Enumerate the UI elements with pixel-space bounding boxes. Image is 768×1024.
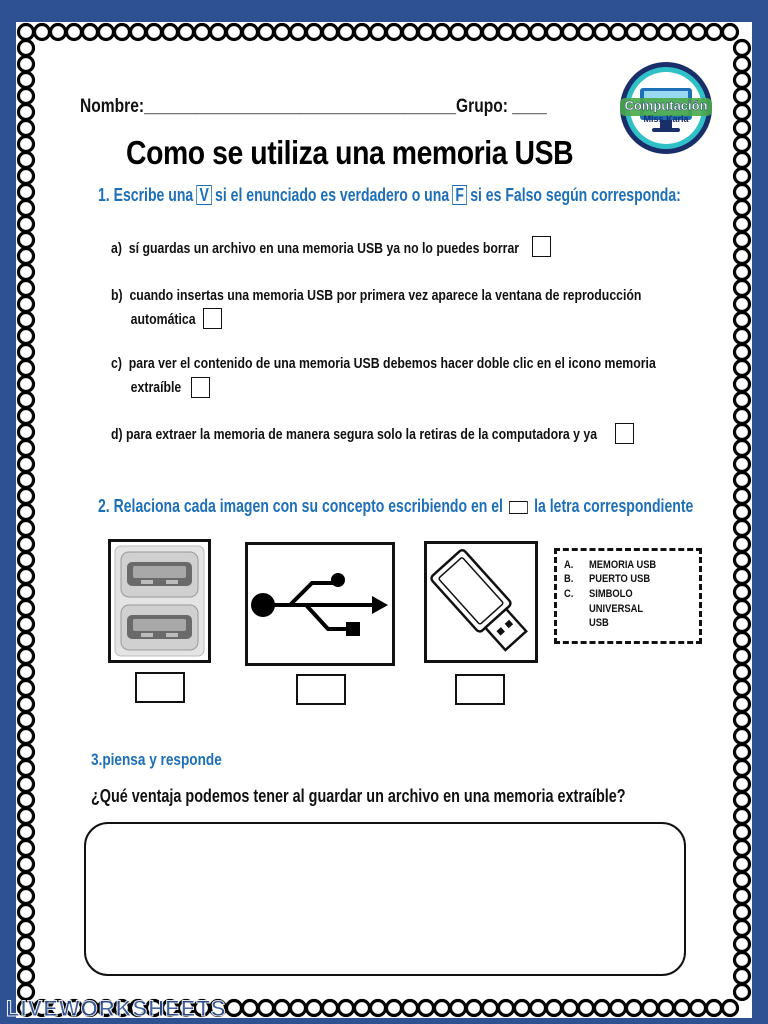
legend-text: MEMORIA USB [589, 559, 657, 571]
question-3-text: ¿Qué ventaja podemos tener al guardar un archivo en una memoria extraíble? [91, 786, 626, 806]
usb-stick-image [424, 541, 538, 663]
legend-text: USB [589, 617, 609, 629]
statement-text: sí guardas un archivo en una memoria USB ya no lo puedes borrar [128, 240, 520, 257]
page-title: Como se utiliza una memoria USB [126, 134, 574, 171]
legend-text: SIMBOLO [589, 588, 633, 600]
legend-letter: B. [564, 573, 574, 585]
usb-symbol-icon [248, 545, 392, 663]
grupo-underline: ____ [507, 96, 547, 117]
logo-text: Computación [624, 98, 708, 113]
watermark-logo: LIVEWORKSHEETS [6, 996, 227, 1021]
statement-letter: d) [111, 426, 123, 443]
statement-text: para ver el contenido de una memoria USB debemos hacer doble clic en el icono memoria [128, 355, 656, 372]
usb-symbol-image [245, 542, 395, 666]
answer-box-d[interactable] [615, 423, 634, 444]
grupo-label: Grupo: [456, 96, 508, 117]
statement-letter: c) [111, 355, 122, 372]
question-1-instruction [98, 185, 681, 206]
nombre-underline: ____________________________________ [144, 96, 457, 117]
statement-b [111, 284, 641, 332]
nombre-label: Nombre: [80, 96, 145, 117]
statement-letter: a) [111, 240, 122, 257]
legend-text: PUERTO USB [589, 573, 651, 585]
question-3-heading: 3.piensa y responde [91, 750, 222, 769]
statement-text-cont: extraíble [130, 379, 182, 396]
usb-ports-image [108, 539, 211, 663]
statement-text: para extraer la memoria de manera segura solo la retiras de la computadora y ya [126, 426, 598, 443]
statement-a [111, 237, 519, 261]
q1-prefix: 1. Escribe una [98, 185, 194, 205]
logo-subtext: Miss Karla [643, 114, 689, 124]
match-box-3[interactable] [455, 674, 505, 705]
question-2-instruction [98, 496, 693, 517]
statement-letter: b) [111, 287, 123, 304]
concept-legend [554, 548, 702, 644]
legend-letter: C. [564, 588, 574, 600]
logo [618, 60, 714, 156]
statement-text: cuando insertas una memoria USB por primera vez aparece la ventana de reproducción [129, 287, 642, 304]
legend-text: UNIVERSAL [589, 603, 644, 615]
answer-box-b[interactable] [203, 308, 222, 329]
f-letter-box: F [452, 185, 467, 205]
answer-textarea[interactable] [84, 822, 686, 976]
match-box-1[interactable] [135, 672, 185, 703]
statement-text-cont: automática [130, 311, 196, 328]
usb-ports-icon [111, 542, 208, 660]
empty-box-sample [509, 501, 528, 514]
answer-box-c[interactable] [191, 377, 210, 398]
v-letter-box: V [196, 185, 212, 205]
legend-letter: A. [564, 559, 574, 571]
q2-suffix: la letra correspondiente [534, 496, 694, 516]
q1-middle: si el enunciado es verdadero o una [215, 185, 450, 205]
name-group-line [80, 96, 547, 118]
match-box-2[interactable] [296, 674, 346, 705]
answer-box-a[interactable] [532, 236, 551, 257]
statement-d [111, 423, 597, 447]
q1-suffix: si es Falso según corresponda: [470, 185, 681, 205]
q2-prefix: 2. Relaciona cada imagen con su concepto escribiendo en el [98, 496, 503, 516]
usb-stick-icon [427, 544, 535, 660]
